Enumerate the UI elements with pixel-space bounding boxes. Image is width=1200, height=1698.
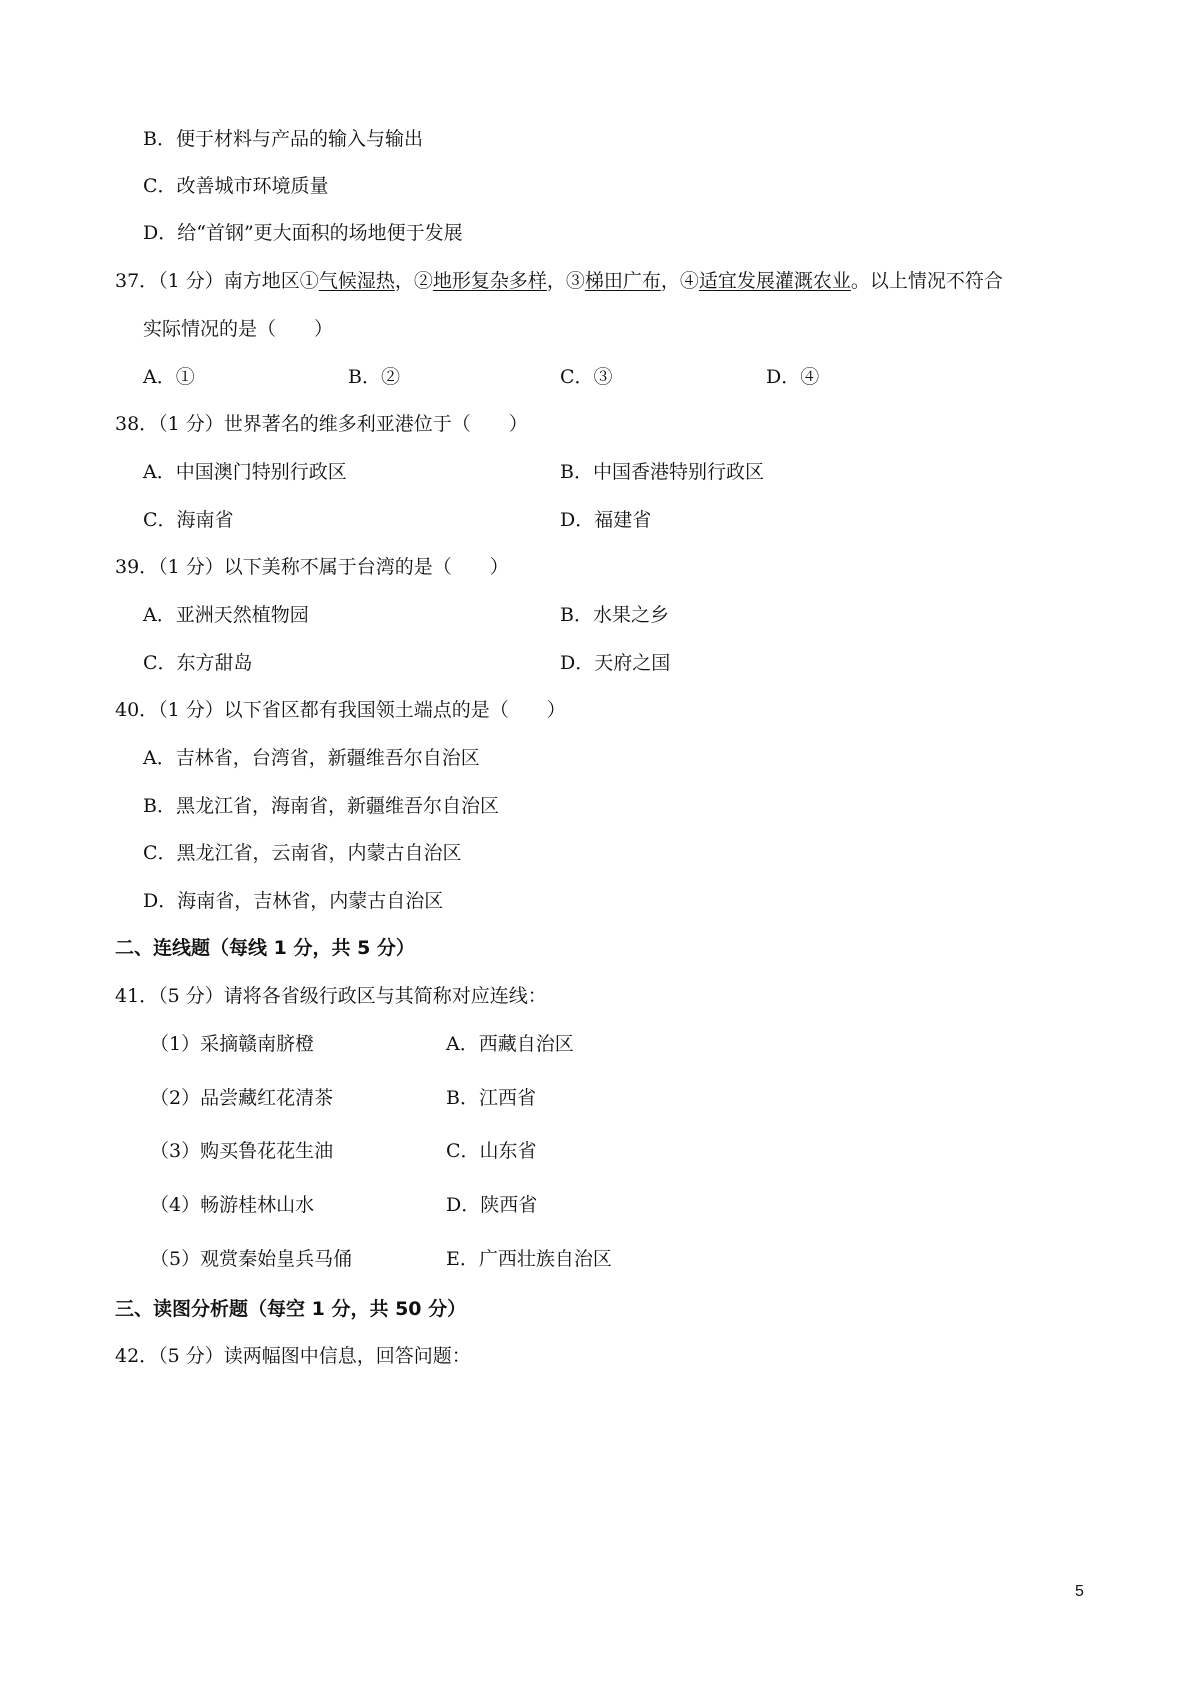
q41-right-item: D．陕西省 <box>446 1194 538 1216</box>
q37-sep-3: ，④ <box>660 270 699 292</box>
q38-option-d: D．福建省 <box>560 509 652 531</box>
q41-stem: 41．（5 分）请将各省级行政区与其简称对应连线： <box>115 985 547 1007</box>
q40-option-b: B．黑龙江省，海南省，新疆维吾尔自治区 <box>143 795 499 817</box>
q38-option-c: C．海南省 <box>143 509 234 531</box>
q40-stem: 40．（1 分）以下省区都有我国领土端点的是（ ） <box>115 699 566 721</box>
q37-underline-1: 气候湿热 <box>318 270 395 292</box>
page-number: 5 <box>1075 1583 1084 1600</box>
q37-sep-1: ，② <box>394 270 433 292</box>
q37-stem <box>115 268 1003 294</box>
q37-option-a: A．① <box>143 366 195 388</box>
q39-option-c: C．东方甜岛 <box>143 652 253 674</box>
q39-option-a: A．亚洲天然植物园 <box>143 604 309 626</box>
q39-option-b: B．水果之乡 <box>560 604 669 626</box>
q37-underline-4: 适宜发展灌溉农业 <box>698 270 851 292</box>
q41-left-item: （2）品尝藏红花清茶 <box>150 1087 334 1109</box>
q41-right-item: E．广西壮族自治区 <box>446 1248 612 1270</box>
q36-option-b: B．便于材料与产品的输入与输出 <box>143 128 423 150</box>
section-3-heading: 三、读图分析题（每空 1 分，共 50 分） <box>115 1298 467 1320</box>
q41-left-item: （3）购买鲁花花生油 <box>150 1140 334 1162</box>
q40-option-d: D．海南省，吉林省，内蒙古自治区 <box>143 890 444 912</box>
q41-right-item: A．西藏自治区 <box>446 1033 574 1055</box>
q37-prefix: 37．（1 分）南方地区① <box>115 270 319 292</box>
q36-option-c: C．改善城市环境质量 <box>143 175 329 197</box>
q36-option-d: D．给“首钢”更大面积的场地便于发展 <box>143 222 463 244</box>
q37-underline-2: 地形复杂多样 <box>432 270 547 292</box>
q39-stem: 39．（1 分）以下美称不属于台湾的是（ ） <box>115 556 509 578</box>
q37-stem-line2: 实际情况的是（ ） <box>143 318 334 340</box>
q37-sep-2: ，③ <box>546 270 585 292</box>
q37-option-d: D．④ <box>766 366 820 388</box>
q40-option-a: A．吉林省，台湾省，新疆维吾尔自治区 <box>143 747 480 769</box>
q37-option-c: C．③ <box>560 366 613 388</box>
q37-suffix: 。以上情况不符合 <box>850 270 1003 292</box>
q41-left-item: （1）采摘赣南脐橙 <box>150 1033 315 1055</box>
q38-option-b: B．中国香港特别行政区 <box>560 461 764 483</box>
q41-right-item: B．江西省 <box>446 1087 536 1109</box>
section-2-heading: 二、连线题（每线 1 分，共 5 分） <box>115 937 415 959</box>
q41-left-item: （4）畅游桂林山水 <box>150 1194 315 1216</box>
q39-option-d: D．天府之国 <box>560 652 671 674</box>
q41-left-item: （5）观赏秦始皇兵马俑 <box>150 1248 353 1270</box>
q41-right-item: C．山东省 <box>446 1140 537 1162</box>
q38-option-a: A．中国澳门特别行政区 <box>143 461 347 483</box>
q38-stem: 38．（1 分）世界著名的维多利亚港位于（ ） <box>115 413 528 435</box>
q40-option-c: C．黑龙江省，云南省，内蒙古自治区 <box>143 842 462 864</box>
q37-underline-3: 梯田广布 <box>584 270 661 292</box>
q37-option-b: B．② <box>348 366 400 388</box>
q42-stem: 42．（5 分）读两幅图中信息，回答问题： <box>115 1345 471 1367</box>
